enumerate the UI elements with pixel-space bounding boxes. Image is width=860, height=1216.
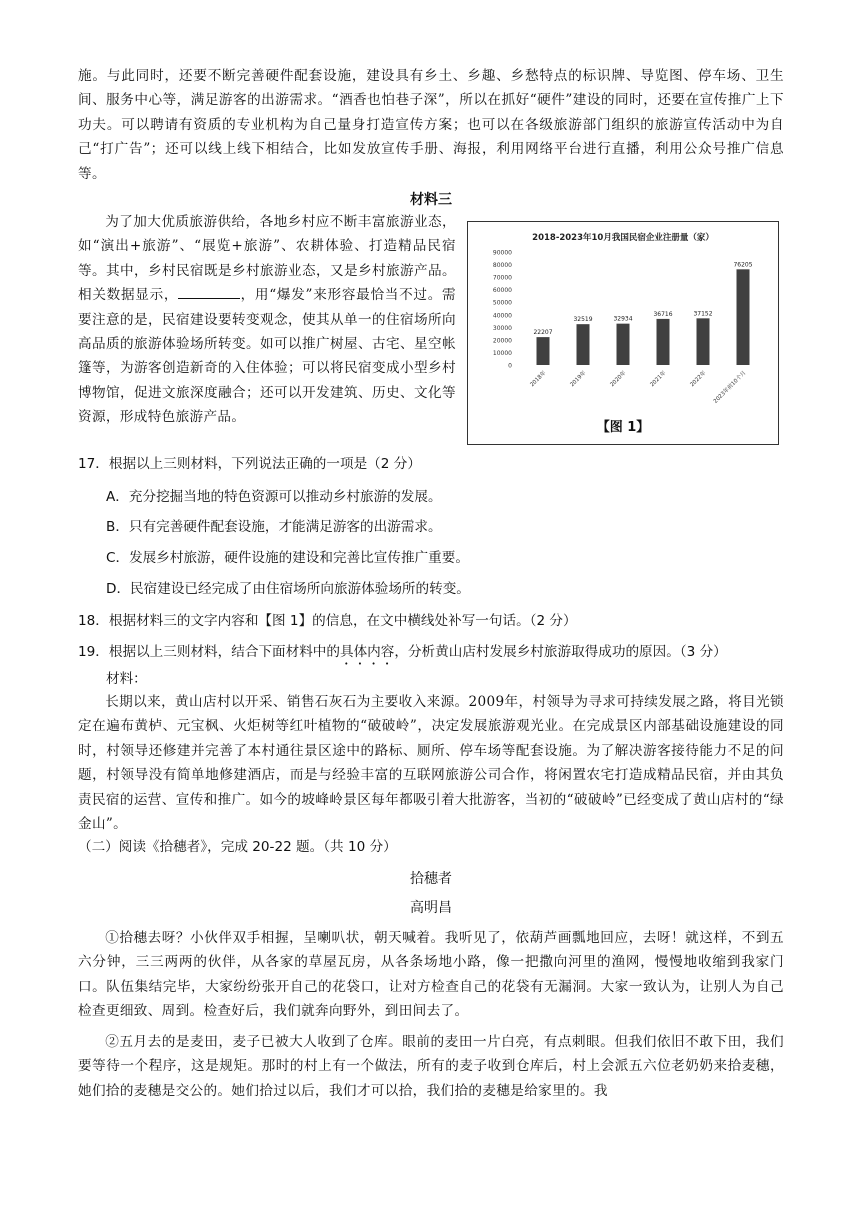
material3-text-before: 为了加大优质旅游供给，各地乡村应不断丰富旅游业态，如“演出+旅游”、“展览+旅游”、农耕体验、打造精品民宿等。其中，乡村民宿既是乡村旅游业态，又是乡村旅游产品。相关数据显示，	[78, 214, 456, 304]
y-tick-label: 90000	[492, 249, 512, 257]
chart-title: 2018-2023年10月我国民宿企业注册量（家）	[532, 233, 714, 243]
q17-option-c: C．发展乡村旅游，硬件设施的建设和完善比宣传推广重要。	[106, 550, 469, 566]
x-tick-label: 2021年	[649, 370, 668, 389]
bar-data-label: 32934	[613, 315, 633, 323]
q17-option-d: D．民宿建设已经完成了由住宿场所向旅游体验场所的转变。	[106, 581, 470, 597]
x-tick-label: 2020年	[609, 370, 628, 389]
x-tick-label: 2023年前10个月	[712, 370, 748, 405]
q19-text-before: 19．根据以上三则材料，结合下面材料中的	[78, 644, 340, 660]
y-tick-label: 80000	[492, 262, 512, 270]
section-2-heading: （二）阅读《拾穗者》，完成 20-22 题。（共 10 分）	[78, 839, 397, 855]
q17-option-a: A．充分挖掘当地的特色资源可以推动乡村旅游的发展。	[106, 489, 442, 505]
bar-data-label: 76205	[733, 261, 753, 269]
bar-data-label: 36716	[653, 310, 673, 318]
question-19	[78, 640, 798, 668]
figure-1-chart	[467, 221, 779, 445]
bar	[537, 337, 550, 365]
bar-data-label: 22207	[533, 329, 553, 337]
x-tick-label: 2022年	[689, 370, 708, 389]
question-18: 18．根据材料三的文字内容和【图 1】的信息，在文中横线处补写一句话。（2 分）	[78, 613, 577, 629]
bar	[737, 269, 750, 365]
q19-emphasized-text: 具体内容	[339, 644, 395, 660]
bar	[657, 319, 670, 365]
x-tick-label: 2018年	[529, 370, 548, 389]
y-tick-label: 40000	[492, 312, 512, 320]
bar-chart-svg	[468, 222, 778, 444]
article-paragraph-1: ①拾穗去呀？小伙伴双手相握，呈喇叭状，朝天喊着。我听见了，依葫芦画瓢地回应，去呀！就这样，不到五六分钟，三三两两的伙伴，从各家的草屋瓦房，从各条场地小路，像一把撒向河里的渔网，慢慢地收缩到我家门口。队伍集结完毕，大家纷纷张开自己的花袋口，让对方检查自己的花袋有无漏洞。大家一致认为，让别人为自己检查更细致、周到。检查好后，我们就奔向野外，到田间去了。	[78, 930, 784, 1020]
article-paragraph-2: ②五月去的是麦田，麦子已被大人收到了仓库。眼前的麦田一片白亮，有点刺眼。但我们依旧不敢下田，我们要等待一个程序，这是规矩。那时的村上有一个做法，所有的麦子收到仓库后，村上会派五六位老奶奶来拾麦穗，她们拾的麦穗是交公的。她们拾过以后，我们才可以拾，我们拾的麦穗是给家里的。我	[78, 1034, 784, 1099]
x-tick-label: 2019年	[569, 370, 588, 389]
y-tick-label: 20000	[492, 337, 512, 345]
material-label: 材料：	[106, 671, 147, 687]
material3-text-after: ，用“爆发”来形容最恰当不过。需要注意的是，民宿建设要转变观念，使其从单一的住宿场所向高品质的旅游体验场所转变。如可以推广树屋、古宅、星空帐篷等，为游客创造新奇的入住体验；可以将民宿变成小型乡村博物馆，促进文旅深度融合；还可以开发建筑、历史、文化等资源，形成特色旅游产品。	[78, 287, 456, 426]
bar-data-label: 37152	[693, 310, 713, 318]
y-tick-label: 10000	[492, 349, 512, 357]
bar	[697, 318, 710, 365]
q19-material-paragraph: 长期以来，黄山店村以开采、销售石灰石为主要收入来源。2009年，村领导为寻求可持续发展之路，将目光锁定在遍布黄栌、元宝枫、火炬树等红叶植物的“破破岭”，决定发展旅游观光业。在完成景区内部基础设施建设的同时，村领导还修建并完善了本村通往景区途中的路标、厕所、停车场等配套设施。为了解决游客接待能力不足的问题，村领导没有简单地修建酒店，而是与经验丰富的互联网旅游公司合作，将闲置农宅打造成精品民宿，并由其负责民宿的运营、宣传和推广。如今的坡峰岭景区每年都吸引着大批游客，当初的“破破岭”已经变成了黄山店村的“绿金山”。	[78, 694, 784, 833]
article-title: 拾穗者	[410, 871, 452, 887]
bar	[617, 324, 630, 365]
y-tick-label: 50000	[492, 299, 512, 307]
question-17: 17．根据以上三则材料，下列说法正确的一项是（2 分）	[78, 456, 421, 472]
y-tick-label: 30000	[492, 324, 512, 332]
bar	[577, 324, 590, 365]
figure-caption: 【图 1】	[596, 420, 650, 435]
bar-data-label: 32519	[573, 316, 593, 324]
y-tick-label: 0	[508, 362, 512, 370]
material2-ending-paragraph: 施。与此同时，还要不断完善硬件配套设施，建设具有乡土、乡趣、乡愁特点的标识牌、导览图、停车场、卫生间、服务中心等，满足游客的出游需求。“酒香也怕巷子深”，所以在抓好“硬件”建设的同时，还要在宣传推广上下功夫。可以聘请有资质的专业机构为自己量身打造宣传方案；也可以在各级旅游部门组织的旅游宣传活动中为自己“打广告”；还可以线上线下相结合，比如发放宣传手册、海报，利用网络平台进行直播，利用公众号推广信息等。	[78, 68, 784, 182]
material3-paragraph	[78, 210, 456, 430]
material3-heading: 材料三	[410, 192, 452, 208]
y-tick-label: 60000	[492, 287, 512, 295]
fill-in-blank-line	[178, 284, 240, 299]
article-author: 高明昌	[410, 900, 452, 916]
q19-text-after: ，分析黄山店村发展乡村旅游取得成功的原因。（3 分）	[394, 644, 727, 660]
y-tick-label: 70000	[492, 274, 512, 282]
q17-option-b: B．只有完善硬件配套设施，才能满足游客的出游需求。	[106, 519, 442, 535]
